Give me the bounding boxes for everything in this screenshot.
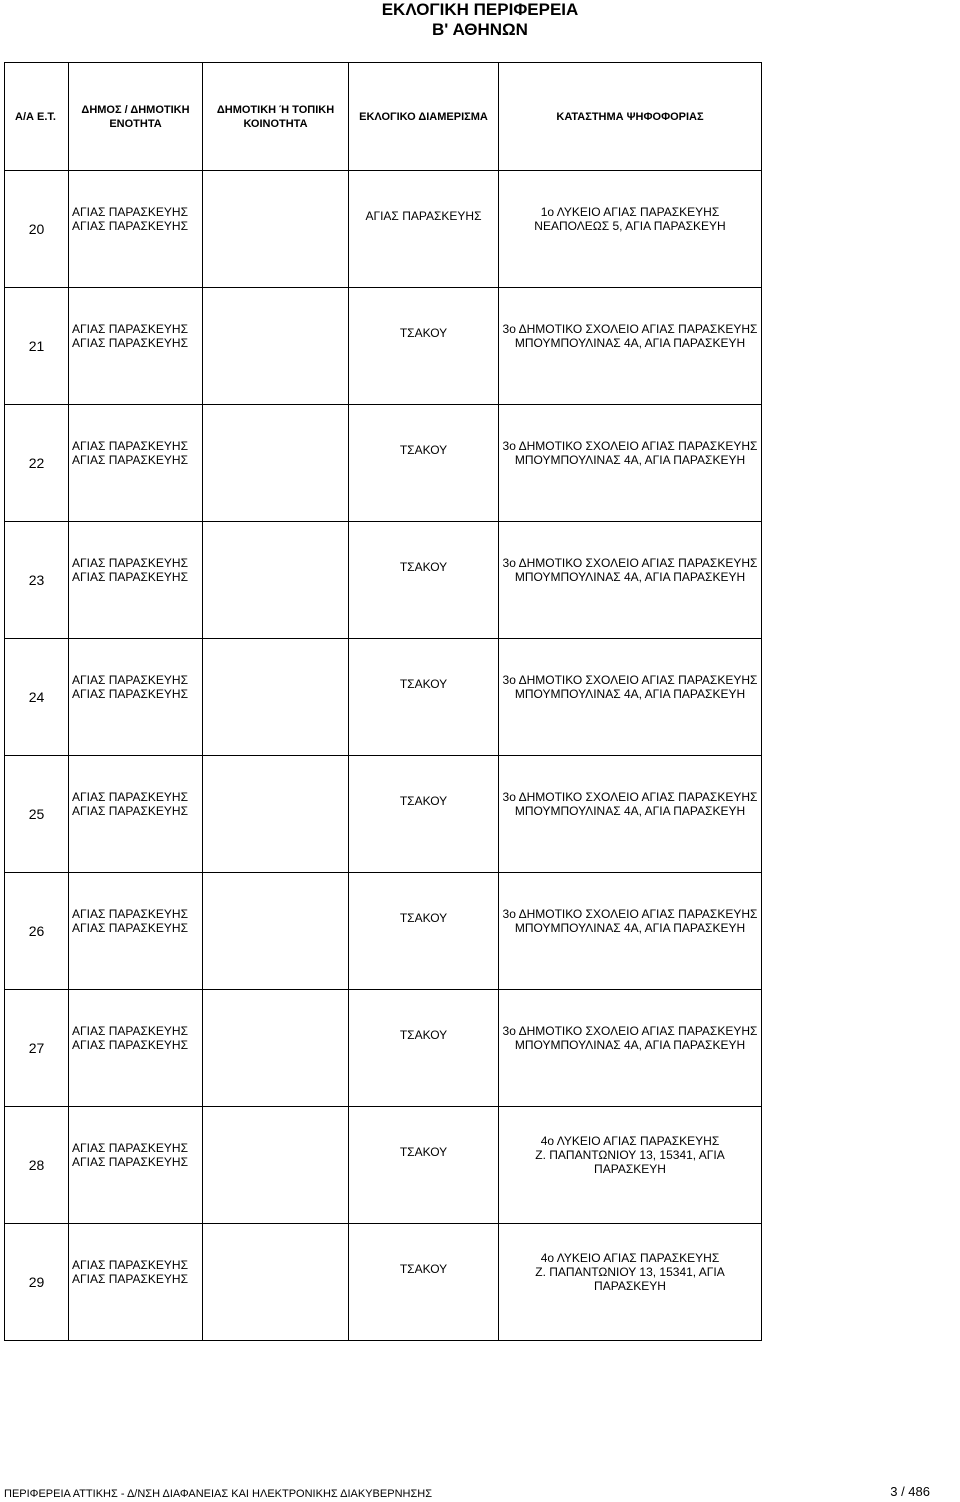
polling-station-address: ΜΠΟΥΜΠΟΥΛΙΝΑΣ 4Α, ΑΓΙΑ ΠΑΡΑΣΚΕΥΗ — [514, 687, 746, 701]
district-name: ΑΓΙΑΣ ΠΑΡΑΣΚΕΥΗΣ — [365, 209, 482, 223]
polling-station-cell — [499, 873, 762, 990]
municipality-cell — [69, 1224, 203, 1341]
municipality-name: ΑΓΙΑΣ ΠΑΡΑΣΚΕΥΗΣ — [72, 205, 189, 219]
district-cell — [349, 639, 499, 756]
district-cell — [349, 405, 499, 522]
row-number — [5, 639, 69, 756]
polling-station-name: 4ο ΛΥΚΕΙΟ ΑΓΙΑΣ ΠΑΡΑΣΚΕΥΗΣ — [540, 1134, 720, 1148]
row-number — [5, 288, 69, 405]
row-number — [5, 756, 69, 873]
municipality-cell — [69, 522, 203, 639]
municipal-unit-name: ΑΓΙΑΣ ΠΑΡΑΣΚΕΥΗΣ — [72, 570, 189, 584]
municipality-cell — [69, 756, 203, 873]
district-name: ΤΣΑΚΟΥ — [399, 1262, 448, 1276]
district-name: ΤΣΑΚΟΥ — [399, 1145, 448, 1159]
district-name: ΤΣΑΚΟΥ — [399, 443, 448, 457]
municipality-cell — [69, 1107, 203, 1224]
table-row — [5, 405, 762, 522]
municipal-unit-name: ΑΓΙΑΣ ΠΑΡΑΣΚΕΥΗΣ — [72, 336, 189, 350]
municipality-cell — [69, 639, 203, 756]
table-header-row — [5, 63, 762, 171]
document-subtitle: Β' ΑΘΗΝΩΝ — [432, 20, 528, 39]
polling-station-address: Ζ. ΠΑΠΑΝΤΩΝΙΟΥ 13, 15341, ΑΓΙΑ — [535, 1265, 725, 1279]
row-number-text: 29 — [28, 1274, 45, 1290]
row-number — [5, 990, 69, 1107]
column-header-community: ΔΗΜΟΤΙΚΗ Ή ΤΟΠΙΚΗ ΚΟΙΝΟΤΗΤΑ — [203, 63, 349, 171]
district-name: ΤΣΑΚΟΥ — [399, 560, 448, 574]
row-number-text: 22 — [28, 455, 45, 471]
row-number — [5, 522, 69, 639]
table-row — [5, 1107, 762, 1224]
column-header-district: ΕΚΛΟΓΙΚΟ ΔΙΑΜΕΡΙΣΜΑ — [349, 63, 499, 171]
community-cell — [203, 1107, 349, 1224]
row-number-text: 25 — [28, 806, 45, 822]
municipal-unit-name: ΑΓΙΑΣ ΠΑΡΑΣΚΕΥΗΣ — [72, 1155, 189, 1169]
district-cell — [349, 873, 499, 990]
row-number-text: 24 — [28, 689, 45, 705]
column-header-municipality: ΔΗΜΟΣ / ΔΗΜΟΤΙΚΗ ΕΝΟΤΗΤΑ — [69, 63, 203, 171]
polling-station-address: ΜΠΟΥΜΠΟΥΛΙΝΑΣ 4Α, ΑΓΙΑ ΠΑΡΑΣΚΕΥΗ — [514, 1038, 746, 1052]
municipal-unit-name: ΑΓΙΑΣ ΠΑΡΑΣΚΕΥΗΣ — [72, 687, 189, 701]
municipality-name: ΑΓΙΑΣ ΠΑΡΑΣΚΕΥΗΣ — [72, 1258, 189, 1272]
row-number-text: 28 — [28, 1157, 45, 1173]
polling-station-address-cont: ΠΑΡΑΣΚΕΥΗ — [594, 1279, 666, 1293]
polling-station-address: ΜΠΟΥΜΠΟΥΛΙΝΑΣ 4Α, ΑΓΙΑ ΠΑΡΑΣΚΕΥΗ — [514, 804, 746, 818]
row-number-text: 23 — [28, 572, 45, 588]
municipality-cell — [69, 990, 203, 1107]
column-header-polling-station: ΚΑΤΑΣΤΗΜΑ ΨΗΦΟΦΟΡΙΑΣ — [499, 63, 762, 171]
community-cell — [203, 756, 349, 873]
polling-station-address: ΜΠΟΥΜΠΟΥΛΙΝΑΣ 4Α, ΑΓΙΑ ΠΑΡΑΣΚΕΥΗ — [514, 336, 746, 350]
polling-station-name: 1ο ΛΥΚΕΙΟ ΑΓΙΑΣ ΠΑΡΑΣΚΕΥΗΣ — [540, 205, 720, 219]
municipal-unit-name: ΑΓΙΑΣ ΠΑΡΑΣΚΕΥΗΣ — [72, 219, 189, 233]
table-row — [5, 1224, 762, 1341]
row-number — [5, 405, 69, 522]
row-number-text: 26 — [28, 923, 45, 939]
polling-station-address: ΝΕΑΠΟΛΕΩΣ 5, ΑΓΙΑ ΠΑΡΑΣΚΕΥΗ — [534, 219, 726, 233]
community-cell — [203, 639, 349, 756]
table-row — [5, 990, 762, 1107]
table-row — [5, 639, 762, 756]
district-cell — [349, 1107, 499, 1224]
polling-station-cell — [499, 288, 762, 405]
municipal-unit-name: ΑΓΙΑΣ ΠΑΡΑΣΚΕΥΗΣ — [72, 804, 189, 818]
district-name: ΤΣΑΚΟΥ — [399, 911, 448, 925]
district-name: ΤΣΑΚΟΥ — [399, 1028, 448, 1042]
table-row — [5, 288, 762, 405]
community-cell — [203, 522, 349, 639]
polling-station-name: 3ο ΔΗΜΟΤΙΚΟ ΣΧΟΛΕΙΟ ΑΓΙΑΣ ΠΑΡΑΣΚΕΥΗΣ — [502, 1024, 758, 1038]
polling-station-name: 3ο ΔΗΜΟΤΙΚΟ ΣΧΟΛΕΙΟ ΑΓΙΑΣ ΠΑΡΑΣΚΕΥΗΣ — [502, 907, 758, 921]
district-cell — [349, 1224, 499, 1341]
polling-station-name: 3ο ΔΗΜΟΤΙΚΟ ΣΧΟΛΕΙΟ ΑΓΙΑΣ ΠΑΡΑΣΚΕΥΗΣ — [502, 673, 758, 687]
document-title: ΕΚΛΟΓΙΚΗ ΠΕΡΙΦΕΡΕΙΑ — [381, 0, 579, 19]
polling-station-address: Ζ. ΠΑΠΑΝΤΩΝΙΟΥ 13, 15341, ΑΓΙΑ — [535, 1148, 725, 1162]
table-row — [5, 756, 762, 873]
municipality-name: ΑΓΙΑΣ ΠΑΡΑΣΚΕΥΗΣ — [72, 322, 189, 336]
municipality-name: ΑΓΙΑΣ ΠΑΡΑΣΚΕΥΗΣ — [72, 439, 189, 453]
community-cell — [203, 288, 349, 405]
polling-station-address: ΜΠΟΥΜΠΟΥΛΙΝΑΣ 4Α, ΑΓΙΑ ΠΑΡΑΣΚΕΥΗ — [514, 453, 746, 467]
polling-station-address: ΜΠΟΥΜΠΟΥΛΙΝΑΣ 4Α, ΑΓΙΑ ΠΑΡΑΣΚΕΥΗ — [514, 921, 746, 935]
community-cell — [203, 405, 349, 522]
municipality-name: ΑΓΙΑΣ ΠΑΡΑΣΚΕΥΗΣ — [72, 790, 189, 804]
polling-station-address: ΜΠΟΥΜΠΟΥΛΙΝΑΣ 4Α, ΑΓΙΑ ΠΑΡΑΣΚΕΥΗ — [514, 570, 746, 584]
footer-department: ΠΕΡΙΦΕΡΕΙΑ ΑΤΤΙΚΗΣ - Δ/ΝΣΗ ΔΙΑΦΑΝΕΙΑΣ ΚΑΙ ΗΛΕΚΤΡΟΝΙΚΗΣ ΔΙΑΚΥΒΕΡΝΗΣΗΣ — [4, 1488, 433, 1500]
municipal-unit-name: ΑΓΙΑΣ ΠΑΡΑΣΚΕΥΗΣ — [72, 453, 189, 467]
polling-station-address-cont: ΠΑΡΑΣΚΕΥΗ — [594, 1162, 666, 1176]
municipality-cell — [69, 405, 203, 522]
municipality-cell — [69, 288, 203, 405]
page-number: 3 / 486 — [890, 1484, 930, 1499]
polling-station-cell — [499, 405, 762, 522]
municipal-unit-name: ΑΓΙΑΣ ΠΑΡΑΣΚΕΥΗΣ — [72, 1272, 189, 1286]
polling-station-cell — [499, 522, 762, 639]
community-cell — [203, 990, 349, 1107]
district-cell — [349, 756, 499, 873]
district-name: ΤΣΑΚΟΥ — [399, 326, 448, 340]
municipality-name: ΑΓΙΑΣ ΠΑΡΑΣΚΕΥΗΣ — [72, 907, 189, 921]
district-cell — [349, 288, 499, 405]
polling-station-name: 3ο ΔΗΜΟΤΙΚΟ ΣΧΟΛΕΙΟ ΑΓΙΑΣ ΠΑΡΑΣΚΕΥΗΣ — [502, 322, 758, 336]
municipal-unit-name: ΑΓΙΑΣ ΠΑΡΑΣΚΕΥΗΣ — [72, 921, 189, 935]
municipality-name: ΑΓΙΑΣ ΠΑΡΑΣΚΕΥΗΣ — [72, 673, 189, 687]
polling-station-name: 3ο ΔΗΜΟΤΙΚΟ ΣΧΟΛΕΙΟ ΑΓΙΑΣ ΠΑΡΑΣΚΕΥΗΣ — [502, 556, 758, 570]
municipality-name: ΑΓΙΑΣ ΠΑΡΑΣΚΕΥΗΣ — [72, 1141, 189, 1155]
municipality-cell — [69, 171, 203, 288]
district-cell — [349, 990, 499, 1107]
polling-station-name: 3ο ΔΗΜΟΤΙΚΟ ΣΧΟΛΕΙΟ ΑΓΙΑΣ ΠΑΡΑΣΚΕΥΗΣ — [502, 790, 758, 804]
polling-station-name: 3ο ΔΗΜΟΤΙΚΟ ΣΧΟΛΕΙΟ ΑΓΙΑΣ ΠΑΡΑΣΚΕΥΗΣ — [502, 439, 758, 453]
row-number — [5, 873, 69, 990]
row-number-text: 20 — [28, 221, 45, 237]
district-cell — [349, 522, 499, 639]
polling-station-cell — [499, 990, 762, 1107]
polling-station-cell — [499, 171, 762, 288]
municipality-name: ΑΓΙΑΣ ΠΑΡΑΣΚΕΥΗΣ — [72, 1024, 189, 1038]
polling-station-cell — [499, 639, 762, 756]
table-row — [5, 522, 762, 639]
district-name: ΤΣΑΚΟΥ — [399, 794, 448, 808]
polling-stations-table — [4, 62, 762, 1341]
district-cell — [349, 171, 499, 288]
column-header-aa: Α/Α Ε.Τ. — [5, 63, 69, 171]
row-number — [5, 171, 69, 288]
table-row — [5, 873, 762, 990]
municipal-unit-name: ΑΓΙΑΣ ΠΑΡΑΣΚΕΥΗΣ — [72, 1038, 189, 1052]
polling-station-cell — [499, 1224, 762, 1341]
row-number — [5, 1107, 69, 1224]
row-number — [5, 1224, 69, 1341]
district-name: ΤΣΑΚΟΥ — [399, 677, 448, 691]
table-row — [5, 171, 762, 288]
polling-station-cell — [499, 756, 762, 873]
polling-station-cell — [499, 1107, 762, 1224]
row-number-text: 21 — [28, 338, 45, 354]
community-cell — [203, 1224, 349, 1341]
municipality-name: ΑΓΙΑΣ ΠΑΡΑΣΚΕΥΗΣ — [72, 556, 189, 570]
polling-station-name: 4ο ΛΥΚΕΙΟ ΑΓΙΑΣ ΠΑΡΑΣΚΕΥΗΣ — [540, 1251, 720, 1265]
community-cell — [203, 171, 349, 288]
community-cell — [203, 873, 349, 990]
municipality-cell — [69, 873, 203, 990]
row-number-text: 27 — [28, 1040, 45, 1056]
